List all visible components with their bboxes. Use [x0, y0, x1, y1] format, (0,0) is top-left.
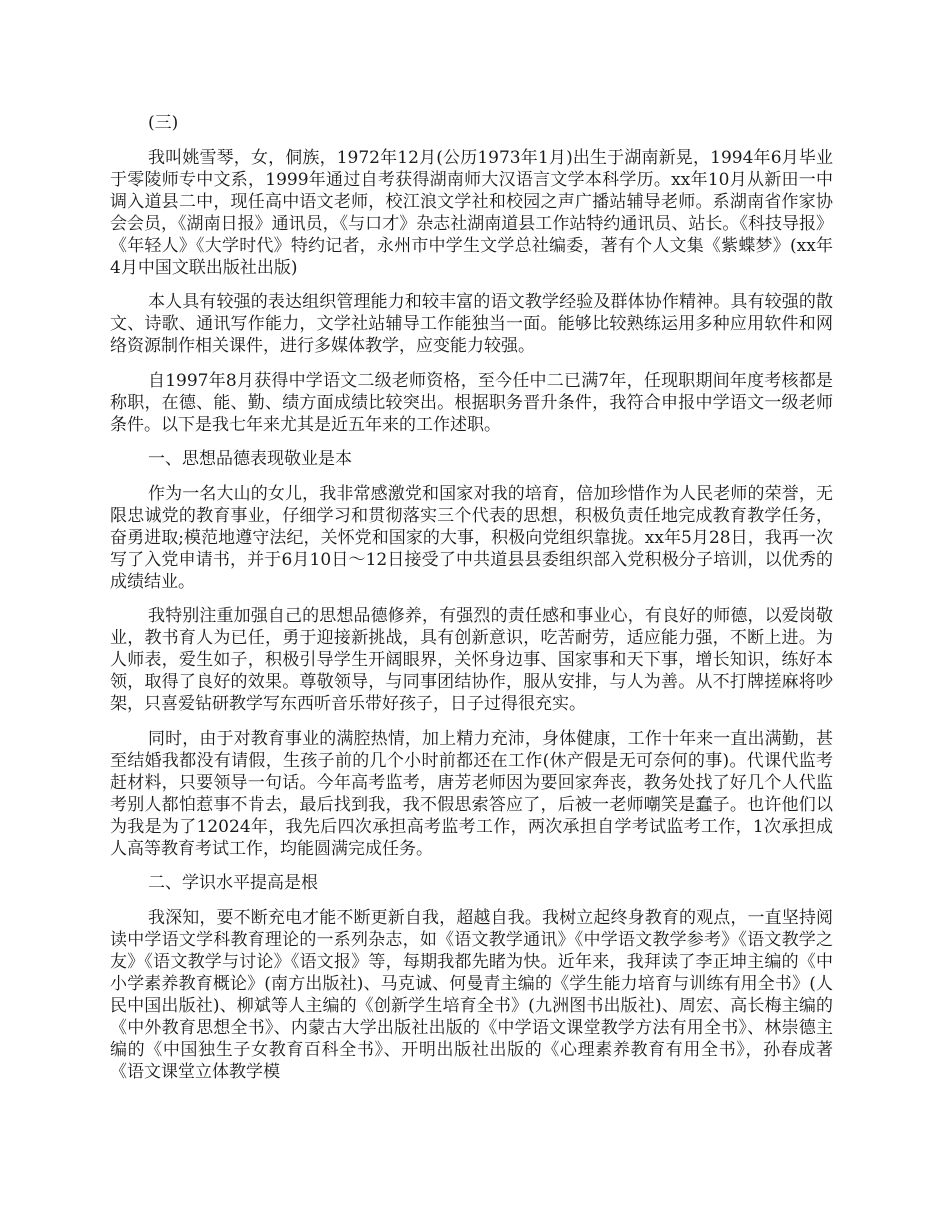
section1-paragraph-3: 同时，由于对教育事业的满腔热情，加上精力充沛，身体健康，工作十年来一直出满勤，甚至结婚我都没有请假，生孩子前的几个小时前都还在工作(休产假是无可奈何的事)。代课代监考赶材料，只要领导一句话。今年高考监考，唐芳老师因为要回家奔丧，教务处找了好几个人代监考别人都怕惹事不肯去，最后找到我，我不假思索答应了，后被一老师嘲笑是蠢子。也许他们以为我是为了12024年，我先后四次承担高考监考工作，两次承担自学考试监考工作，1次承担成人高等教育考试工作，均能圆满完成任务。	[110, 728, 833, 859]
section-heading-1: 一、思想品德表现敬业是本	[148, 449, 352, 469]
section2-paragraph-1: 我深知，要不断充电才能不断更新自我，超越自我。我树立起终身教育的观点，一直坚持阅读中学语文学科教育理论的一系列杂志，如《语文教学通讯》《中学语文教学参考》《语文教学之友》《语文教学与讨论》《语文报》等，每期我都先睹为快。近年来，我拜读了李正坤主编的《中小学素养教育概论》(南方出版社)、马克诚、何曼青主编的《学生能力培育与训练有用全书》(人民中国出版社)、柳斌等人主编的《创新学生培育全书》(九洲图书出版社)、周宏、高长梅主编的《中外教育思想全书》、内蒙古大学出版社出版的《中学语文课堂教学方法有用全书》、林崇德主编的《中国独生子女教育百科全书》、开明出版社出版的《心理素养教育有用全书》，孙春成著《语文课堂立体教学模	[110, 907, 833, 1082]
section1-paragraph-2: 我特别注重加强自己的思想品德修养，有强烈的责任感和事业心，有良好的师德，以爱岗敬业，教书育人为已任，勇于迎接新挑战，具有创新意识，吃苦耐劳，适应能力强，不断上进。为人师表，爱生如子，积极引导学生开阔眼界，关怀身边事、国家事和天下事，增长知识，练好本领，取得了良好的效果。尊敬领导，与同事团结协作，服从安排，与人为善。从不打牌搓麻将吵架，只喜爱钻研教学写东西听音乐带好孩子，日子过得很充实。	[110, 606, 833, 714]
section-heading-2: 二、学识水平提高是根	[148, 873, 318, 893]
intro-paragraph-1: 我叫姚雪琴，女，侗族，1972年12月(公历1973年1月)出生于湖南新晃，1994年6月毕业于零陵师专中文系，1999年通过自考获得湖南师大汉语言文学本科学历。xx年10月从新田一中调入道县二中，现任高中语文老师，校江浪文学社和校园之声广播站辅导老师。系湖南省作家协会会员，《湖南日报》通讯员，《与口才》杂志社湖南道县工作站特约通讯员、站长。《科技导报》《年轻人》《大学时代》特约记者，永州市中学生文学总社编委，著有个人文集《紫蝶梦》(xx年4月中国文联出版社出版)	[110, 147, 833, 278]
document-page	[110, 112, 833, 1095]
section1-paragraph-1: 作为一名大山的女儿，我非常感激党和国家对我的培育，倍加珍惜作为人民老师的荣誉，无限忠诚党的教育事业，仔细学习和贯彻落实三个代表的思想，积极负责任地完成教育教学任务，奋勇进取;模范地遵守法纪，关怀党和国家的大事，积极向党组织靠拢。xx年5月28日，我再一次写了入党申请书，并于6月10日～12日接受了中共道县县委组织部入党积极分子培训，以优秀的成绩结业。	[110, 483, 833, 592]
intro-paragraph-2: 本人具有较强的表达组织管理能力和较丰富的语文教学经验及群体协作精神。具有较强的散文、诗歌、通讯写作能力，文学社站辅导工作能独当一面。能够比较熟练运用多种应用软件和网络资源制作相关课件，进行多媒体教学，应变能力较强。	[110, 292, 833, 356]
intro-paragraph-3: 自1997年8月获得中学语文二级老师资格，至今任中二已满7年，任现职期间年度考核都是称职，在德、能、勤、绩方面成绩比较突出。根据职务晋升条件，我符合申报中学语文一级老师条件。以下是我七年来尤其是近五年来的工作述职。	[110, 370, 833, 435]
section-marker: (三)	[148, 113, 179, 133]
